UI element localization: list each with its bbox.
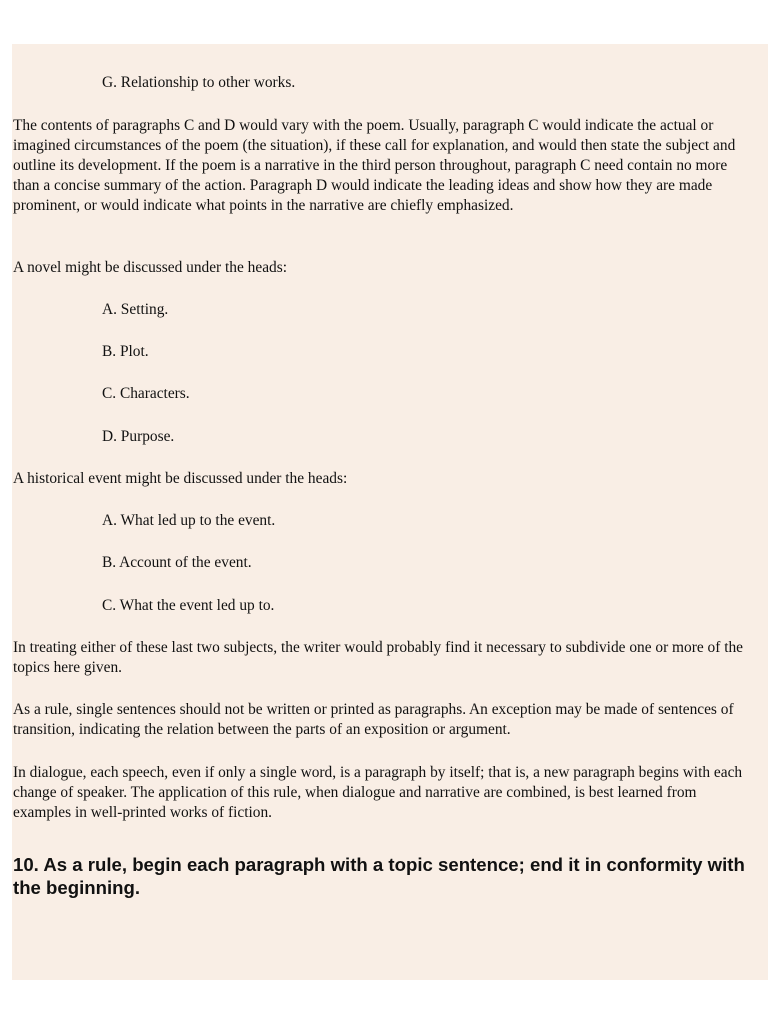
history-item-account: B. Account of the event. [102, 554, 252, 571]
list-item-relationship: G. Relationship to other works. [102, 74, 296, 91]
history-intro: A historical event might be discussed under the heads: [13, 470, 348, 487]
document-page [12, 44, 768, 980]
history-item-led-up: A. What led up to the event. [102, 512, 276, 529]
novel-intro: A novel might be discussed under the heads: [13, 259, 287, 276]
section-heading-rule-10: 10. As a rule, begin each paragraph with a topic sentence; end it in conformity with the beginning. [13, 854, 745, 898]
paragraph-dialogue: In dialogue, each speech, even if only a single word, is a paragraph by itself; that is, a new paragraph begins with each change of speaker. The application of this rule, when dialogue and narrative are combined, is best learned from examples in well-printed works of fiction. [13, 764, 743, 821]
paragraph-poem-contents: The contents of paragraphs C and D would vary with the poem. Usually, paragraph C would indicate the actual or imagined circumstances of the poem (the situation), if these call for explanation, and would then state the subject and outline its development. If the poem is a narrative in the third person throughout, paragraph C need contain no more than a concise summary of the action. Paragraph D would indicate the leading ideas and show how they are made prominent, or would indicate what points in the narrative are chiefly emphasized. [13, 117, 736, 214]
novel-item-plot: B. Plot. [102, 343, 149, 360]
paragraph-subdivide: In treating either of these last two subjects, the writer would probably find it necessary to subdivide one or more of the topics here given. [13, 639, 744, 676]
novel-item-characters: C. Characters. [102, 385, 190, 402]
novel-item-purpose: D. Purpose. [102, 428, 175, 445]
novel-item-setting: A. Setting. [102, 301, 169, 318]
paragraph-single-sentences: As a rule, single sentences should not be written or printed as paragraphs. An exception may be made of sentences of transition, indicating the relation between the parts of an exposition or argument. [13, 701, 734, 738]
history-item-led-to: C. What the event led up to. [102, 597, 275, 614]
